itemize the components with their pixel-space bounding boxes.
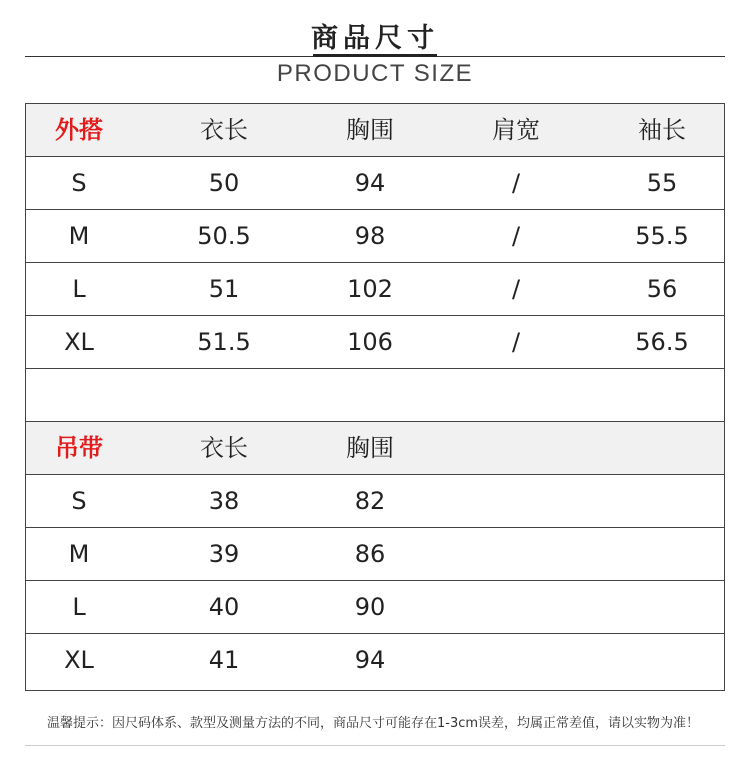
value-cell: 98 [354, 222, 386, 250]
value-cell: 82 [354, 487, 386, 515]
value-cell: 94 [354, 646, 386, 674]
header [0, 0, 750, 100]
value-cell: 90 [354, 593, 386, 621]
value-cell: 94 [354, 169, 386, 197]
value-cell: 56.5 [635, 328, 689, 356]
title-divider-accent [313, 54, 437, 57]
value-cell: 51 [208, 275, 240, 303]
table-row [26, 263, 724, 316]
page-subtitle: PRODUCT SIZE [276, 60, 474, 87]
bottom-divider [25, 745, 725, 746]
column-header: 胸围 [346, 116, 394, 144]
size-cell: XL [64, 646, 94, 674]
size-cell: L [72, 593, 86, 621]
size-cell: M [68, 540, 90, 568]
size-cell: M [68, 222, 90, 250]
column-header: 肩宽 [492, 116, 540, 144]
table-row [26, 581, 724, 634]
value-cell: 102 [347, 275, 393, 303]
value-cell: 39 [208, 540, 240, 568]
column-header: 袖长 [638, 116, 686, 144]
table-row [26, 528, 724, 581]
value-cell: 51.5 [197, 328, 251, 356]
value-cell: / [511, 275, 521, 303]
disclaimer-note: 温馨提示：因尺码体系、款型及测量方法的不同，商品尺寸可能存在1-3cm误差，均属正常差值，请以实物为准！ [47, 716, 700, 731]
table-row [26, 157, 724, 210]
size-cell: XL [64, 328, 94, 356]
value-cell: 50 [208, 169, 240, 197]
size-cell: L [72, 275, 86, 303]
size-table [25, 103, 725, 691]
value-cell: / [511, 222, 521, 250]
column-header: 胸围 [346, 434, 394, 462]
spacer-row [26, 369, 724, 422]
value-cell: 38 [208, 487, 240, 515]
table-row [26, 475, 724, 528]
table-row [26, 210, 724, 263]
value-cell: 86 [354, 540, 386, 568]
value-cell: 50.5 [197, 222, 251, 250]
value-cell: 41 [208, 646, 240, 674]
value-cell: 106 [347, 328, 393, 356]
section-label-camisole: 吊带 [55, 434, 103, 462]
value-cell: 56 [646, 275, 678, 303]
value-cell: / [511, 169, 521, 197]
value-cell: / [511, 328, 521, 356]
table-row [26, 634, 724, 686]
size-cell: S [71, 169, 87, 197]
size-cell: S [71, 487, 87, 515]
section-label-jacket: 外搭 [55, 116, 103, 144]
table-header-row-camisole [26, 422, 724, 475]
value-cell: 55 [646, 169, 678, 197]
table-row [26, 316, 724, 369]
page-title: 商品尺寸 [311, 23, 439, 54]
value-cell: 55.5 [635, 222, 689, 250]
column-header: 衣长 [200, 116, 248, 144]
value-cell: 40 [208, 593, 240, 621]
table-header-row-jacket [26, 104, 724, 157]
column-header: 衣长 [200, 434, 248, 462]
